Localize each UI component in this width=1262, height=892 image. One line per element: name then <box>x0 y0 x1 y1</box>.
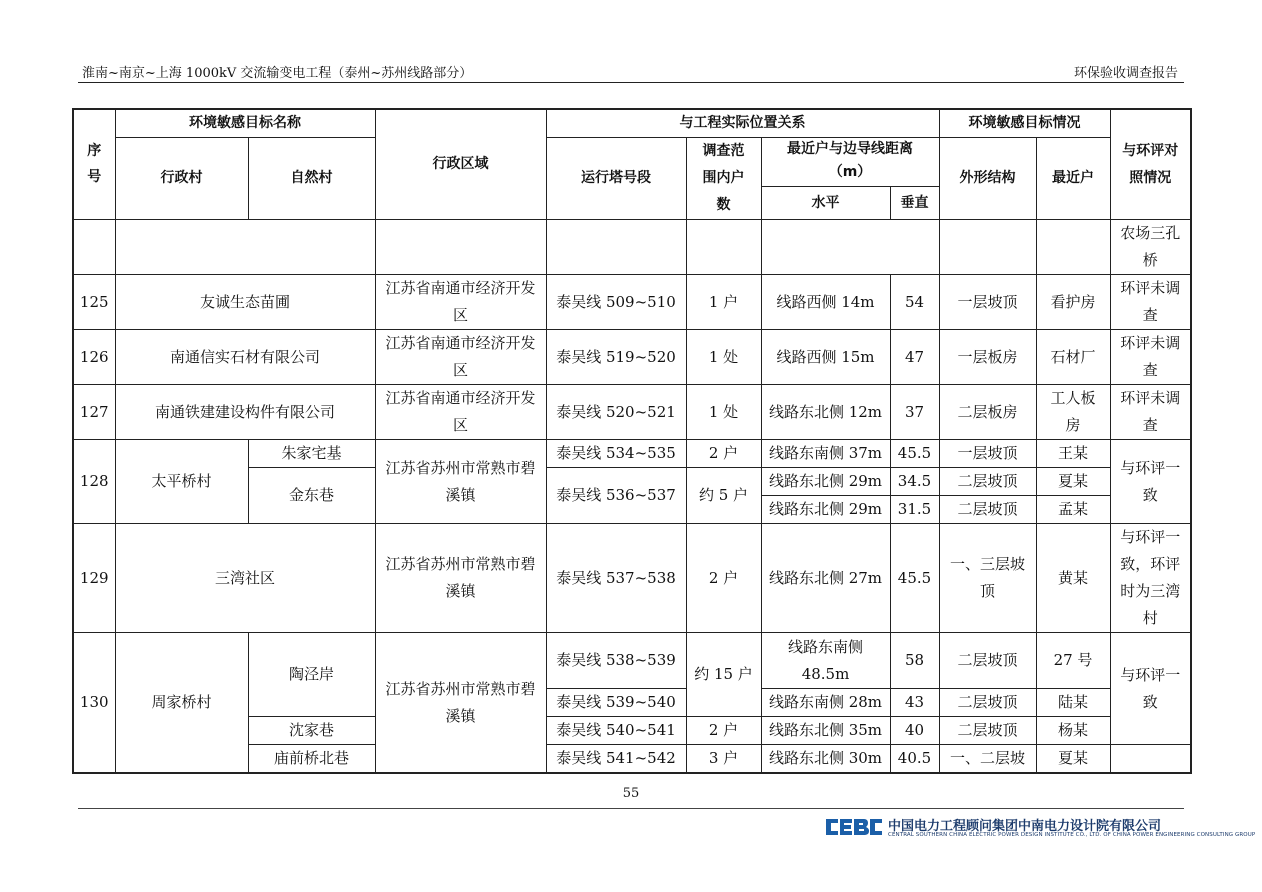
eia-cell: 与环评一致 <box>1110 633 1191 745</box>
count: 1 处 <box>686 330 761 385</box>
nearest-house: 看护房 <box>1036 275 1110 330</box>
company-name: 中国电力工程顾问集团中南电力设计院有限公司 <box>888 819 1162 834</box>
count: 2 户 <box>686 440 761 468</box>
tower: 泰吴线 519~520 <box>546 330 686 385</box>
tower: 泰吴线 539~540 <box>546 689 686 717</box>
admin-village: 周家桥村 <box>115 633 248 774</box>
target-name: 南通信实石材有限公司 <box>115 330 375 385</box>
horizontal: 线路东北侧 35m <box>761 717 890 745</box>
count: 1 处 <box>686 385 761 440</box>
region: 江苏省苏州市常熟市碧溪镇 <box>375 524 546 633</box>
nearest-house: 工人板房 <box>1036 385 1110 440</box>
tower: 泰吴线 520~521 <box>546 385 686 440</box>
vertical: 31.5 <box>890 496 939 524</box>
nearest-house: 夏某 <box>1036 745 1110 774</box>
col-structure: 外形结构 <box>939 138 1036 220</box>
tower: 泰吴线 509~510 <box>546 275 686 330</box>
col-position-relation: 与工程实际位置关系 <box>546 109 939 138</box>
vertical: 47 <box>890 330 939 385</box>
tower: 泰吴线 536~537 <box>546 468 686 524</box>
structure: 一层坡顶 <box>939 275 1036 330</box>
table-row <box>73 385 1191 440</box>
horizontal: 线路西侧 15m <box>761 330 890 385</box>
horizontal: 线路东北侧 30m <box>761 745 890 774</box>
nearest-house: 夏某 <box>1036 468 1110 496</box>
row-no: 126 <box>73 330 115 385</box>
horizontal: 线路东北侧 29m <box>761 496 890 524</box>
col-tower-section: 运行塔号段 <box>546 138 686 220</box>
count: 约 5 户 <box>686 468 761 524</box>
vertical: 34.5 <box>890 468 939 496</box>
header-row-1 <box>73 109 1191 138</box>
col-nearest-distance: 最近户与边导线距离（m） <box>761 138 939 187</box>
row-no: 125 <box>73 275 115 330</box>
col-horizontal: 水平 <box>761 187 890 220</box>
structure: 一、二层坡 <box>939 745 1036 774</box>
region: 江苏省苏州市常熟市碧溪镇 <box>375 440 546 524</box>
count: 1 户 <box>686 275 761 330</box>
nearest-house: 石材厂 <box>1036 330 1110 385</box>
nearest-house: 陆某 <box>1036 689 1110 717</box>
col-nearest-house: 最近户 <box>1036 138 1110 220</box>
eia-cell: 与环评一致，环评时为三湾村 <box>1110 524 1191 633</box>
sensitive-targets-table <box>72 108 1192 774</box>
count: 3 户 <box>686 745 761 774</box>
count: 2 户 <box>686 524 761 633</box>
nearest-house: 27 号 <box>1036 633 1110 689</box>
eia-cell: 农场三孔桥 <box>1110 220 1191 275</box>
table-row <box>73 524 1191 633</box>
vertical: 58 <box>890 633 939 689</box>
company-logo-icon <box>824 816 884 838</box>
col-target-name: 环境敏感目标名称 <box>115 109 375 138</box>
col-admin-region: 行政区域 <box>375 109 546 220</box>
horizontal: 线路东北侧 12m <box>761 385 890 440</box>
target-name: 三湾社区 <box>115 524 375 633</box>
company-name-en: CENTRAL SOUTHERN CHINA ELECTRIC POWER DESIGN INSTITUTE CO., LTD. OF CHINA POWER ENGINEERING CONSULTING GROUP <box>888 832 1256 838</box>
vertical: 40 <box>890 717 939 745</box>
table-row <box>73 440 1191 468</box>
tower: 泰吴线 534~535 <box>546 440 686 468</box>
vertical: 37 <box>890 385 939 440</box>
count: 2 户 <box>686 717 761 745</box>
natural-village: 沈家巷 <box>248 717 375 745</box>
col-target-status: 环境敏感目标情况 <box>939 109 1110 138</box>
horizontal: 线路东北侧 27m <box>761 524 890 633</box>
region: 江苏省南通市经济开发区 <box>375 385 546 440</box>
nearest-house: 黄某 <box>1036 524 1110 633</box>
table-row <box>73 633 1191 689</box>
natural-village: 金东巷 <box>248 468 375 524</box>
region: 江苏省南通市经济开发区 <box>375 275 546 330</box>
structure: 一层坡顶 <box>939 440 1036 468</box>
tower: 泰吴线 538~539 <box>546 633 686 689</box>
eia-cell: 环评未调查 <box>1110 385 1191 440</box>
region: 江苏省南通市经济开发区 <box>375 330 546 385</box>
horizontal: 线路西侧 14m <box>761 275 890 330</box>
footer-divider <box>78 808 1184 809</box>
structure: 二层坡顶 <box>939 496 1036 524</box>
vertical: 45.5 <box>890 440 939 468</box>
tower: 泰吴线 540~541 <box>546 717 686 745</box>
header-row-2 <box>73 138 1191 187</box>
horizontal: 线路东南侧 37m <box>761 440 890 468</box>
nearest-house: 孟某 <box>1036 496 1110 524</box>
eia-cell: 与环评一致 <box>1110 440 1191 524</box>
row-no: 127 <box>73 385 115 440</box>
table-row <box>73 330 1191 385</box>
natural-village: 朱家宅基 <box>248 440 375 468</box>
tower: 泰吴线 537~538 <box>546 524 686 633</box>
structure: 二层板房 <box>939 385 1036 440</box>
count: 约 15 户 <box>686 633 761 717</box>
report-type: 环保验收调查报告 <box>1073 66 1178 81</box>
horizontal: 线路东南侧 48.5m <box>761 633 890 689</box>
vertical: 40.5 <box>890 745 939 774</box>
col-eia-compare: 与环评对照情况 <box>1110 109 1191 220</box>
col-natural-village: 自然村 <box>248 138 375 220</box>
header-divider <box>78 82 1184 83</box>
table-row-carry <box>73 220 1191 275</box>
table-row <box>73 275 1191 330</box>
col-seq: 序号 <box>73 109 115 220</box>
row-no: 129 <box>73 524 115 633</box>
natural-village: 庙前桥北巷 <box>248 745 375 774</box>
target-name: 南通铁建建设构件有限公司 <box>115 385 375 440</box>
structure: 二层坡顶 <box>939 633 1036 689</box>
structure: 一、三层坡顶 <box>939 524 1036 633</box>
structure: 二层坡顶 <box>939 717 1036 745</box>
eia-cell <box>1110 745 1191 774</box>
target-name: 友诚生态苗圃 <box>115 275 375 330</box>
structure: 二层坡顶 <box>939 689 1036 717</box>
admin-village: 太平桥村 <box>115 440 248 524</box>
eia-cell: 环评未调查 <box>1110 330 1191 385</box>
nearest-house: 王某 <box>1036 440 1110 468</box>
structure: 二层坡顶 <box>939 468 1036 496</box>
page-number: 55 <box>622 786 640 801</box>
structure: 一层板房 <box>939 330 1036 385</box>
col-admin-village: 行政村 <box>115 138 248 220</box>
vertical: 54 <box>890 275 939 330</box>
horizontal: 线路东南侧 28m <box>761 689 890 717</box>
nearest-house: 杨某 <box>1036 717 1110 745</box>
eia-cell: 环评未调查 <box>1110 275 1191 330</box>
natural-village: 陶泾岸 <box>248 633 375 717</box>
row-no: 130 <box>73 633 115 774</box>
tower: 泰吴线 541~542 <box>546 745 686 774</box>
horizontal: 线路东北侧 29m <box>761 468 890 496</box>
col-households: 调查范围内户数 <box>686 138 761 220</box>
col-vertical: 垂直 <box>890 187 939 220</box>
vertical: 43 <box>890 689 939 717</box>
vertical: 45.5 <box>890 524 939 633</box>
region: 江苏省苏州市常熟市碧溪镇 <box>375 633 546 774</box>
report-project-title: 淮南~南京~上海 1000kV 交流输变电工程（泰州~苏州线路部分） <box>82 66 473 81</box>
row-no: 128 <box>73 440 115 524</box>
